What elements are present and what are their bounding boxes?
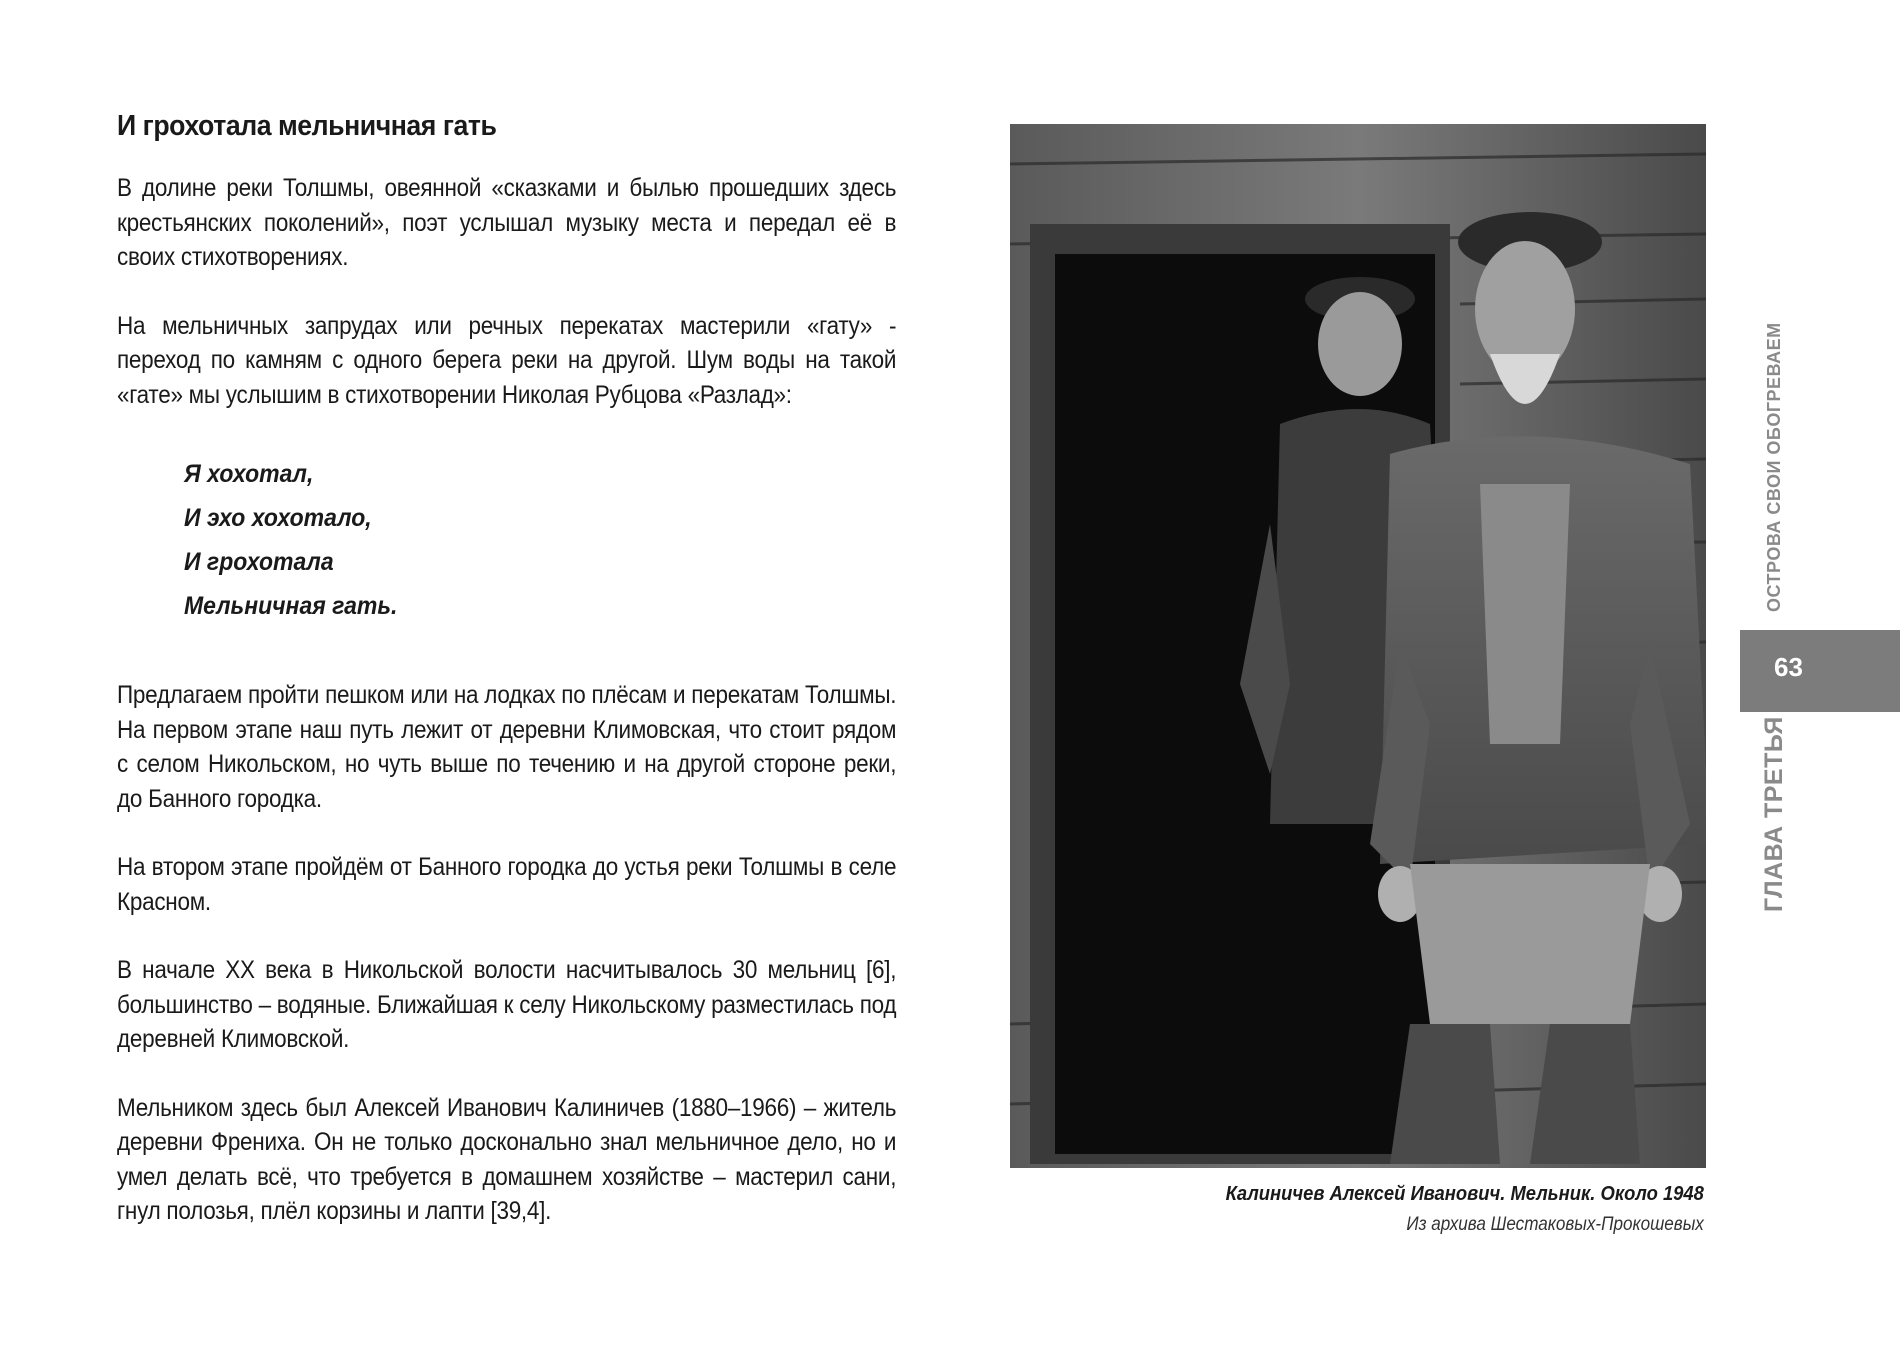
poem-line: Мельничная гать. — [184, 592, 398, 620]
page-number: 63 — [1774, 652, 1803, 682]
poem-line: И грохотала — [184, 548, 334, 576]
photo-illustration — [1010, 124, 1706, 1168]
caption-source: Из архива Шестаковых-Прокошевых — [1406, 1214, 1704, 1235]
page-number-tab — [1740, 630, 1900, 712]
poem-quote — [184, 452, 897, 628]
paragraph-2: На мельничных запрудах или речных перекатах мастерили «гату» - переход по камням с одного берега реки на другой. Шум воды на такой «гате» мы услышим в стихотворении Николая Рубцова «Разлад»: — [117, 311, 897, 409]
paragraph-1: В долине реки Толшмы, овеянной «сказками и былью прошедших здесь крестьянских поколений», поэт услышал музыку места и передал её в своих стихотворениях. — [117, 174, 897, 271]
paragraph-4: На втором этапе пройдём от Банного городка до устья реки Толшмы в селе Красном. — [117, 853, 897, 916]
caption-title: Калиничев Алексей Иванович. Мельник. Около 1948 — [1225, 1183, 1704, 1205]
paragraph-6: Мельником здесь был Алексей Иванович Калиничев (1880–1966) – житель деревни Френиха. Он не только досконально знал мельничное дело, но и умел делать всё, что требуется в домашнем хозяйстве – мастерил сани, гнул полозья, плёл корзины и лапти [39,4]. — [117, 1093, 897, 1225]
paragraph-5: В начале ХХ века в Никольской волости насчитывалось 30 мельниц [6], большинство – водяные. Ближайшая к селу Никольскому разместилась под деревней Климовской. — [117, 956, 897, 1053]
historical-photo — [1010, 124, 1706, 1168]
poem-line: Я хохотал, — [184, 460, 314, 488]
section-running-title: ОСТРОВА СВОИ ОБОГРЕВАЕМ — [1764, 322, 1784, 612]
paragraph-3: Предлагаем пройти пешком или на лодках по плёсам и перекатам Толшмы. На первом этапе наш путь лежит от деревни Климовская, что стоит рядом с селом Никольском, но чуть выше по течению и на другой стороне реки, до Банного городка. — [117, 681, 897, 813]
photo-caption — [1184, 1183, 1704, 1236]
poem-line: И эхо хохотало, — [184, 504, 372, 532]
section-heading: И грохотала мельничная гать — [117, 110, 497, 142]
chapter-running-title: ГЛАВА ТРЕТЬЯ — [1760, 716, 1788, 912]
text-column — [117, 110, 897, 1263]
